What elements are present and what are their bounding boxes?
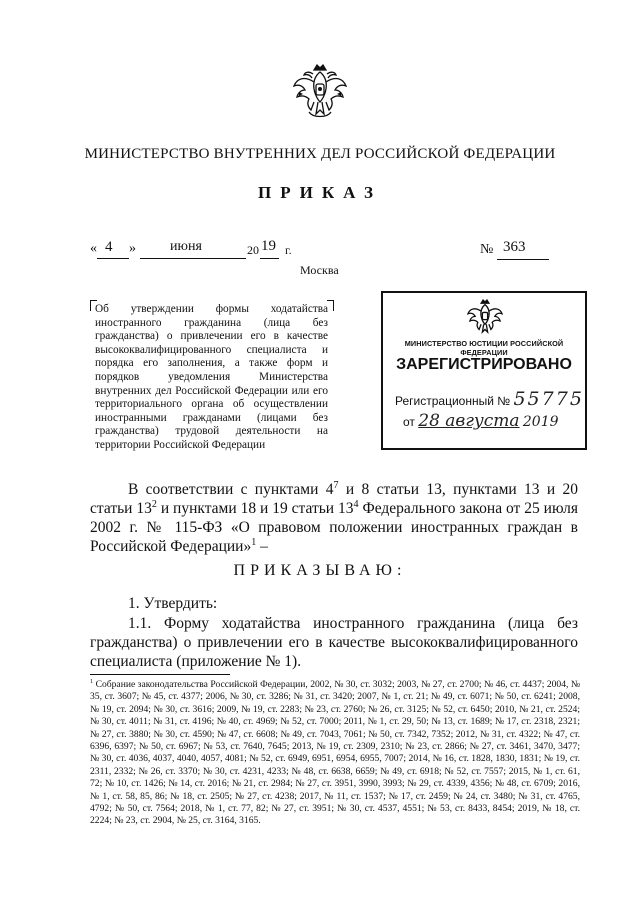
footnote-marker: 1 <box>90 677 94 685</box>
preamble-part-4: Федерального закона от 25 июля 2002 г. № 115-ФЗ «О правовом положении иностранных граждан в Российской Федерации» <box>90 500 578 555</box>
year-underline <box>260 258 279 259</box>
stamp-reg-line <box>395 388 584 410</box>
footnote-text: Собрание законодательства Российской Федерации, 2002, № 30, ст. 3032; 2003, № 27, ст. 2700; № 46, ст. 4437; 2004, № 35, ст. 3607; № 45, ст. 4377; 2006, № 30, ст. 3286; № 31, ст. 3420; 2007, № 1, ст. 21; № 49, ст. 6071; № 50, ст. 6241; 2008, № 19, ст. 2094; № 30, ст. 3616; 2009, № 19, ст. 2283; № 23, ст. 2760; № 26, ст. 3125; № 52, ст. 6450; 2010, № 21, ст. 2524; № 30, ст. 4011; № 31, ст. 4196; № 40, ст. 4969; № 52, ст. 7000; 2011, № 1, ст. 29, 50; № 13, ст. 1689; № 17, ст. 2318, 2321; № 27, ст. 3880; № 30, ст. 4590; № 47, ст. 6608; № 49, ст. 7043, 7061; № 50, ст. 7342, 7352; 2012, № 31, ст. 4322; № 47, ст. 6396, 6397; № 50, ст. 6967; № 53, ст. 7640, 7645; 2013, № 19, ст. 2309, 2310; № 23, ст. 2866; № 27, ст. 3461, 3470, 3477; № 30, ст. 4036, 4037, 4040, 4057, 4081; № 52, ст. 6949, 6951, 6954, 6955, 7007; 2014, № 16, ст. 1828, 1830, 1831; № 19, ст. 2311, 2332; № 26, ст. 3370; № 30, ст. 4231, 4233; № 48, ст. 6638, 6659; № 49, ст. 6918; № 52, ст. 7557; 2015, № 1, ст. 61, 72; № 10, ст. 1426; № 14, ст. 2016; № 21, ст. 2984; № 27, ст. 3951, 3990, 3993; № 29, ст. 4339, 4356; № 48, ст. 6709; 2016, № 1, ст. 58, 85, 86; № 18, ст. 2505; № 27, ст. 4238; 2017, № 11, ст. 1537; № 17, ст. 2459; № 24, ст. 3480; № 31, ст. 4765, 4792; № 50, ст. 7564; 2018, № 1, ст. 77, 82; № 27, ст. 3951; № 30, ст. 4537, 4551; № 53, ст. 8433, 8454; 2019, № 18, ст. 2224; № 23, ст. 2904, № 25, ст. 3164, 3165. <box>90 679 580 827</box>
preamble-part-3: и пунктами 18 и 19 статьи 13 <box>156 500 354 517</box>
date-close-quote: » <box>129 241 136 256</box>
number-underline <box>497 259 549 260</box>
month-underline <box>140 258 246 259</box>
footnote-ref: 1 <box>251 536 257 548</box>
footnote-sup: 2 <box>151 498 157 510</box>
registration-stamp <box>381 291 587 450</box>
stamp-date-line <box>403 411 559 431</box>
stamp-reg-label: Регистрационный № <box>395 394 511 408</box>
stamp-date-label: от <box>403 415 415 429</box>
item-1-heading: 1. Утвердить: <box>128 595 218 612</box>
stamp-coat-of-arms-icon <box>466 298 504 340</box>
date-open-quote: « <box>90 241 97 256</box>
ministry-name: МИНИСТЕРСТВО ВНУТРЕННИХ ДЕЛ РОССИЙСКОЙ ФЕДЕРАЦИИ <box>84 146 556 162</box>
stamp-reg-number: 55775 <box>513 388 584 410</box>
city-name: Москва <box>300 263 339 277</box>
stamp-ministry: МИНИСТЕРСТВО ЮСТИЦИИ РОССИЙСКОЙ ФЕДЕРАЦИИ <box>404 339 564 357</box>
preamble-part-1: В соответствии с пунктами 4 <box>128 481 334 498</box>
stamp-registered: ЗАРЕГИСТРИРОВАНО <box>396 356 572 373</box>
footnote <box>90 679 580 828</box>
day-underline <box>97 258 129 259</box>
coat-of-arms-icon <box>291 62 349 126</box>
order-verb: ПРИКАЗЫВАЮ: <box>233 562 407 579</box>
order-number-label: № <box>480 242 494 257</box>
preamble-part-2: и 8 статьи 13, пунктами 13 и 20 статьи 13 <box>90 481 578 517</box>
subject-corner-right <box>327 300 334 311</box>
date-year-prefix: 20 <box>247 243 259 257</box>
date-month: июня <box>170 239 202 254</box>
footnote-sup: 7 <box>333 479 339 491</box>
order-subject: Об утверждении формы ходатайства иностранного гражданина (лица без гражданства) о привлечении его в качестве высококвалифицированного специалиста и порядка его заполнения, а также форм и порядков уведомления Министерства внутренних дел Российской Федерации или его территориального органа об осуществлении иностранными гражданами (лицами без гражданства) трудовой деятельности на территории Российской Федерации <box>95 303 328 451</box>
preamble-paragraph <box>90 480 578 556</box>
footnote-divider <box>90 674 230 675</box>
date-day: 4 <box>105 239 113 255</box>
footnote-sup: 4 <box>353 498 359 510</box>
date-year-mark: г. <box>285 243 292 257</box>
item-1-1-paragraph: 1.1. Форму ходатайства иностранного гражданина (лица без гражданства) о привлечении его в качестве высококвалифицированного специалиста (приложение № 1). <box>90 615 578 670</box>
document-type-title: ПРИКАЗ <box>258 183 382 202</box>
stamp-date-handwritten: 28 августа <box>418 411 520 431</box>
stamp-year: 2019 <box>522 414 559 430</box>
order-number: 363 <box>503 239 526 255</box>
preamble-part-5: – <box>256 538 268 555</box>
date-year-suffix: 19 <box>261 238 276 254</box>
